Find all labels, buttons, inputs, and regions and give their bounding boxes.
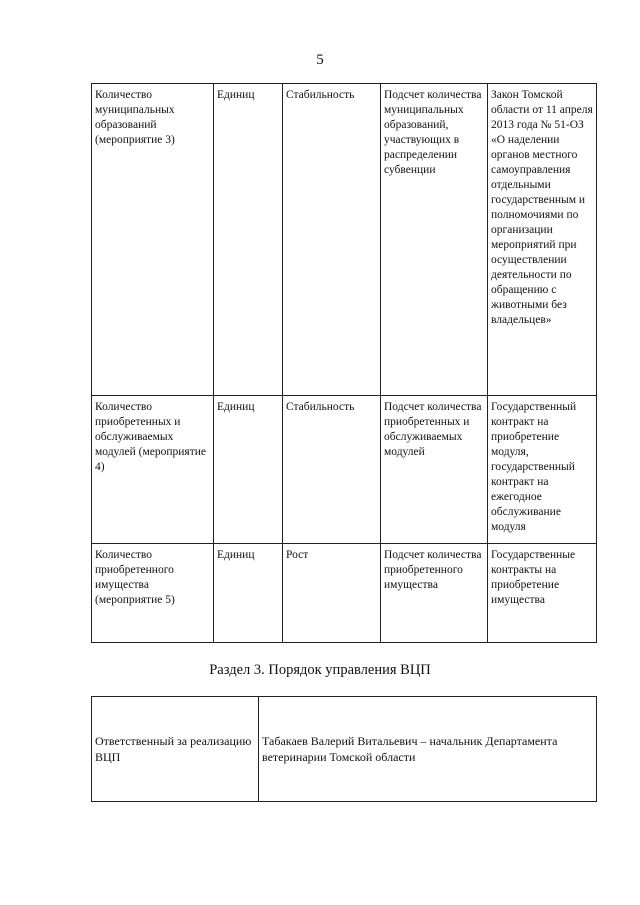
indicator-method-cell: Подсчет количества муниципальных образований, участвующих в распределении субвенции [381, 84, 488, 396]
responsible-value-cell: Табакаев Валерий Витальевич – начальник Департамента ветеринарии Томской области [259, 697, 597, 802]
indicator-method-cell: Подсчет количества приобретенного имущества [381, 544, 488, 643]
indicator-unit-cell: Единиц [214, 396, 283, 544]
indicator-name-cell: Количество муниципальных образований (мероприятие 3) [92, 84, 214, 396]
table-row [92, 697, 597, 802]
indicator-trend-cell: Стабильность [283, 396, 381, 544]
section-title: Раздел 3. Порядок управления ВЦП [209, 662, 431, 678]
page-number: 5 [316, 52, 324, 68]
indicator-name-cell: Количество приобретенного имущества (мероприятие 5) [92, 544, 214, 643]
indicator-trend-cell: Рост [283, 544, 381, 643]
table-row [92, 544, 597, 643]
indicator-source-cell: Государственный контракт на приобретение модуля, государственный контракт на ежегодное обслуживание модуля [488, 396, 597, 544]
table-row [92, 84, 597, 396]
indicators-table [91, 83, 597, 643]
indicator-unit-cell: Единиц [214, 544, 283, 643]
table-row [92, 396, 597, 544]
indicator-source-cell: Государственные контракты на приобретение имущества [488, 544, 597, 643]
indicator-name-cell: Количество приобретенных и обслуживаемых модулей (мероприятие 4) [92, 396, 214, 544]
management-table [91, 696, 597, 802]
indicator-method-cell: Подсчет количества приобретенных и обслуживаемых модулей [381, 396, 488, 544]
indicator-trend-cell: Стабильность [283, 84, 381, 396]
indicator-unit-cell: Единиц [214, 84, 283, 396]
indicator-source-cell: Закон Томской области от 11 апреля 2013 года № 51-ОЗ «О наделении органов местного самоуправления отдельными государственным и полномочиями по организации мероприятий при осуществлении деятельности по обращению с животными без владельцев» [488, 84, 597, 396]
responsible-label-cell: Ответственный за реализацию ВЦП [92, 697, 259, 802]
